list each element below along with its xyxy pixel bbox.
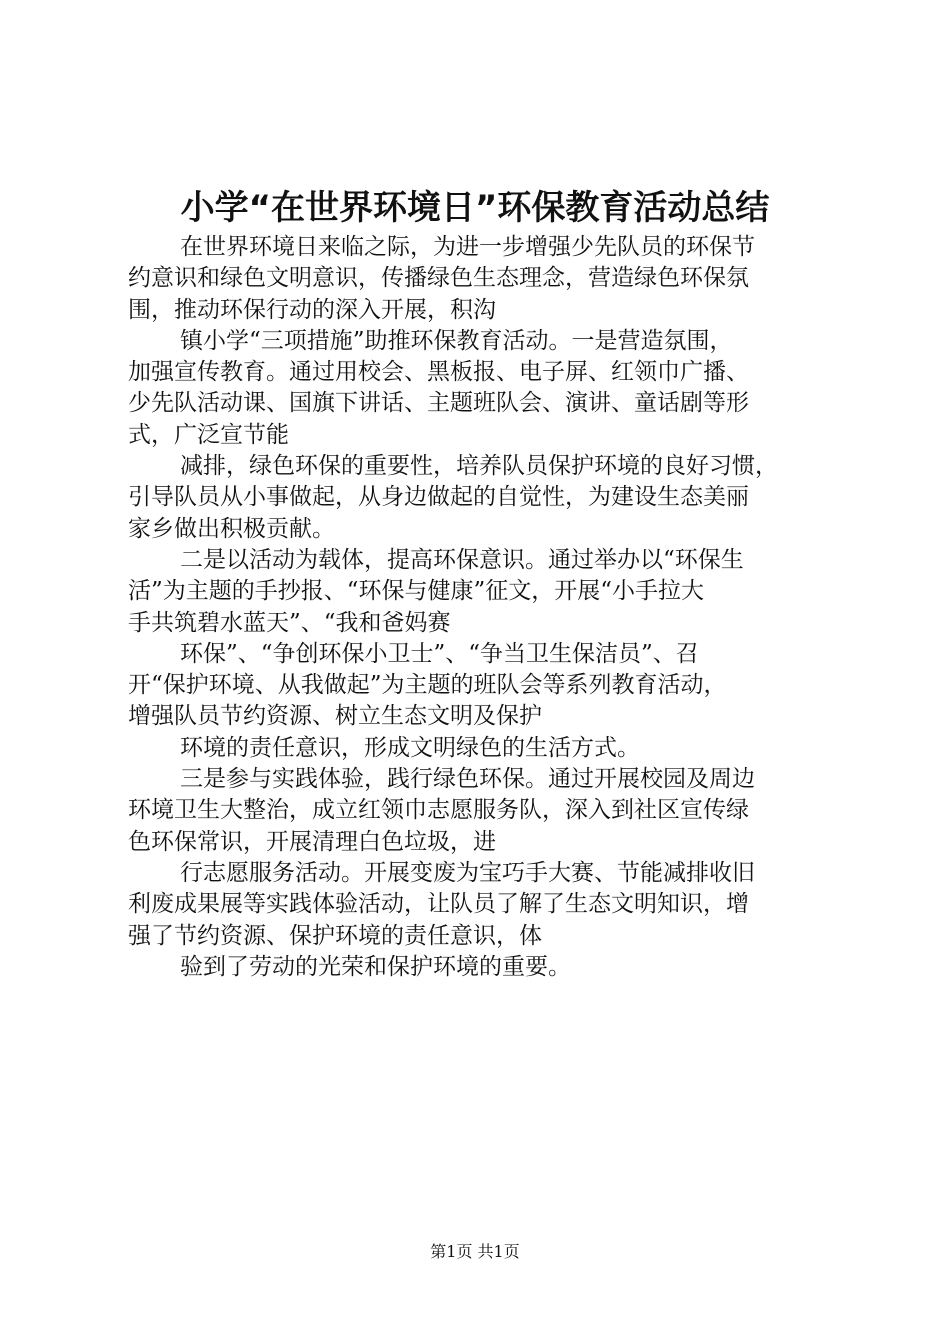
body-line: 环境卫生大整治，成立红领巾志愿服务队，深入到社区宣传绿: [128, 797, 749, 824]
body-line: 增强队员节约资源、树立生态文明及保护: [128, 703, 542, 730]
body-line: 三是参与实践体验，践行绿色环保。通过开展校园及周边: [180, 766, 755, 793]
body-line: 行志愿服务活动。开展变废为宝巧手大赛、节能减排收旧: [180, 859, 755, 886]
body-line: 约意识和绿色文明意识，传播绿色生态理念，营造绿色环保氛: [128, 265, 749, 292]
body-line: 家乡做出积极贡献。: [128, 515, 335, 542]
body-line: 验到了劳动的光荣和保护环境的重要。: [180, 953, 571, 980]
document-title: 小学“在世界环境日”环保教育活动总结: [180, 188, 770, 228]
body-line: 手共筑碧水蓝天”、“我和爸妈赛: [128, 609, 451, 636]
body-line: 色环保常识，开展清理白色垃圾，进: [128, 828, 496, 855]
body-line: 少先队活动课、国旗下讲话、主题班队会、演讲、童话剧等形: [128, 390, 749, 417]
body-line: 式，广泛宣节能: [128, 421, 289, 448]
body-line: 减排，绿色环保的重要性，培养队员保护环境的良好习惯，: [180, 453, 778, 480]
body-line: 环保”、“争创环保小卫士”、“争当卫生保洁员”、召: [180, 640, 699, 667]
page-footer: 第1页 共1页: [430, 1242, 520, 1261]
body-line: 二是以活动为载体，提高环保意识。通过举办以“环保生: [180, 546, 744, 573]
body-line: 开“保护环境、从我做起”为主题的班队会等系列教育活动，: [128, 672, 727, 699]
body-line: 引导队员从小事做起，从身边做起的自觉性，为建设生态美丽: [128, 484, 749, 511]
body-line: 镇小学“三项措施”助推环保教育活动。一是营造氛围，: [180, 327, 733, 354]
document-body: [128, 232, 828, 983]
body-line: 活”为主题的手抄报、“环保与健康”征文，开展“小手拉大: [128, 578, 705, 605]
body-line: 围，推动环保行动的深入开展，积沟: [128, 296, 496, 323]
body-line: 加强宣传教育。通过用校会、黑板报、电子屏、红领巾广播、: [128, 359, 749, 386]
body-line: 环境的责任意识，形成文明绿色的生活方式。: [180, 734, 640, 761]
body-line: 强了节约资源、保护环境的责任意识，体: [128, 922, 542, 949]
body-line: 利废成果展等实践体验活动，让队员了解了生态文明知识，增: [128, 891, 749, 918]
body-line: 在世界环境日来临之际，为进一步增强少先队员的环保节: [180, 234, 755, 260]
